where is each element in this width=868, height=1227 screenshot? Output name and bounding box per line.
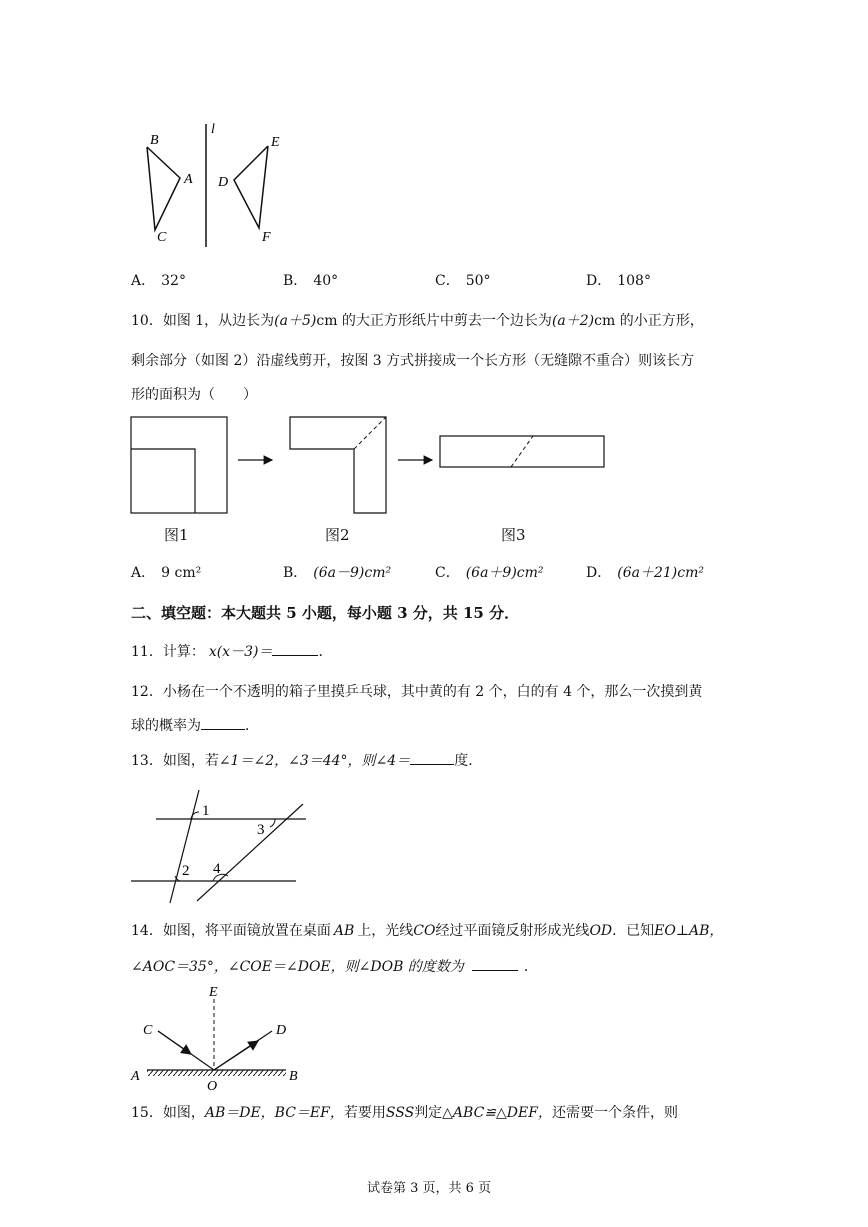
label-e: E: [209, 985, 218, 1000]
angle-label-4: 4: [213, 861, 221, 877]
fig3-caption: 图3: [501, 526, 526, 544]
q9-option-d: D． 108°: [586, 273, 651, 289]
label-f: F: [262, 230, 271, 245]
fig1-caption: 图1: [164, 526, 189, 544]
label-b: B: [289, 1069, 298, 1084]
q12-line-1: 12．小杨在一个不透明的箱子里摸乒乓球，其中黄的有 2 个，白的有 4 个，那么一次摸到黄: [131, 684, 703, 700]
q9-option-b: B． 40°: [283, 273, 339, 289]
fig2-caption: 图2: [325, 526, 350, 544]
q10-line-3: 形的面积为（ ）: [131, 387, 257, 403]
q10-option-a: A． 9 cm²: [131, 565, 202, 581]
q14-line-2: ∠AOC＝35°，∠COE＝∠DOE，则∠DOB 的度数为 ．: [131, 959, 538, 975]
q14-line-1: 14．如图，将平面镜放置在桌面 AB 上，光线CO经过平面镜反射形成光线OD．已知EO⊥AB，: [131, 923, 724, 939]
label-b: B: [150, 133, 159, 148]
q10-option-b: B． (6a－9)cm²: [283, 565, 392, 581]
q10-option-d: D． (6a＋21)cm²: [586, 565, 704, 581]
q13: 13．如图，若∠1＝∠2，∠3＝44°，则∠4＝ 度．: [131, 753, 483, 769]
q10-line-2: 剩余部分（如图 2）沿虚线剪开，按图 3 方式拼接成一个长方形（无缝隙不重合）则该长方: [131, 353, 695, 369]
section-2-title: 二、填空题：本大题共 5 小题，每小题 3 分，共 15 分．: [131, 604, 520, 622]
angle-label-1: 1: [202, 803, 210, 819]
q10-line-1: 10．如图 1，从边长为(a＋5)cm 的大正方形纸片中剪去一个边长为(a＋2)cm 的小正方形，: [131, 313, 704, 329]
q9-option-c: C． 50°: [435, 273, 491, 289]
ray-co-arrow: [158, 1031, 188, 1052]
table-hatch: [147, 1070, 286, 1076]
label-c: C: [157, 230, 167, 245]
page-footer: 试卷第 3 页，共 6 页: [367, 1181, 492, 1196]
label-o: O: [207, 1079, 218, 1094]
label-l: l: [211, 122, 215, 137]
angle-label-3: 3: [257, 822, 265, 838]
q11: 11．计算： x(x－3)＝ ．: [131, 644, 333, 660]
q9-option-a: A． 32°: [131, 273, 186, 289]
q15-line-1: 15．如图，AB＝DE，BC＝EF，若要用SSS判定△ABC≌△DEF，还需要一个条件，则: [131, 1105, 678, 1121]
label-d: D: [276, 1023, 287, 1038]
label-c: C: [143, 1023, 153, 1038]
ray-od-arrow: [214, 1043, 255, 1070]
label-a: A: [184, 172, 193, 187]
label-a: A: [131, 1069, 140, 1084]
angle-label-2: 2: [182, 863, 190, 879]
label-d: D: [218, 175, 229, 190]
label-e: E: [271, 135, 280, 150]
q12-line-2: 球的概率为 ．: [131, 718, 259, 734]
q10-option-c: C． (6a＋9)cm²: [435, 565, 544, 581]
